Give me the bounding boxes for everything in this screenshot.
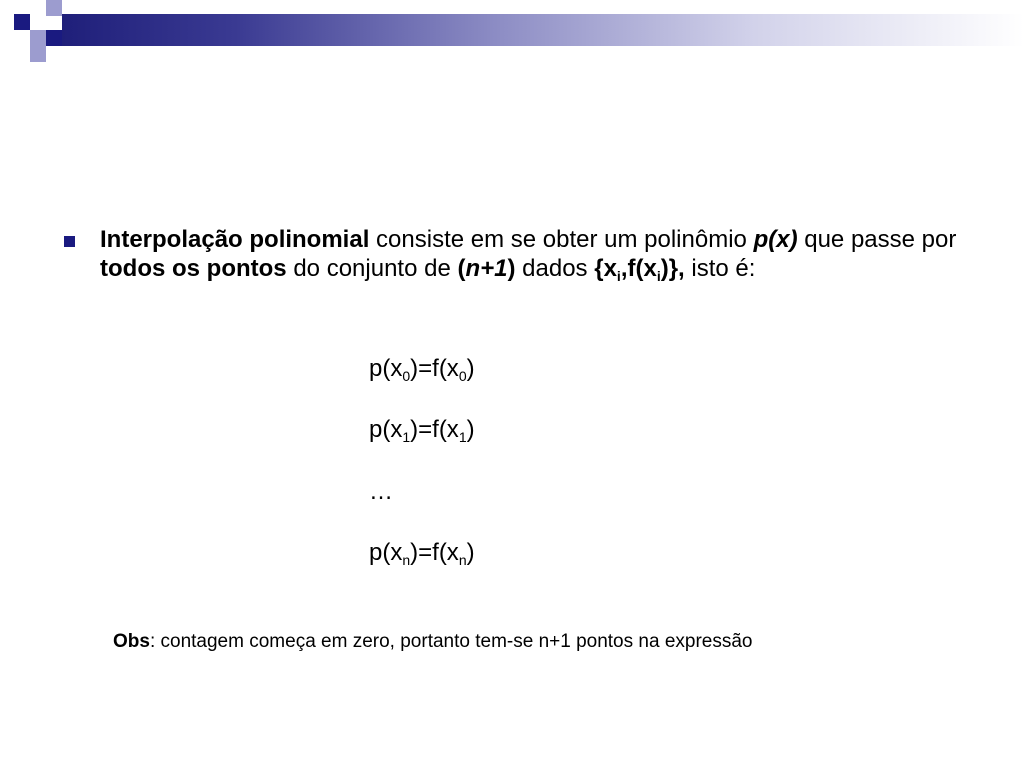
set-notation <box>594 255 684 282</box>
term-bold: Interpolação polinomial <box>100 226 370 253</box>
header-gradient-bar <box>62 14 1024 46</box>
deco-square <box>30 30 46 46</box>
subscript: i <box>656 268 661 284</box>
square-bullet-icon <box>64 236 75 247</box>
header-decoration <box>0 0 1024 62</box>
n-plus-1: n+1 <box>465 255 508 282</box>
todos-bold: todos os pontos <box>100 255 287 282</box>
deco-square <box>46 0 62 16</box>
set-part: {x <box>594 255 617 282</box>
equation-n: $p(x_n)=f(x_n)$ <box>369 539 475 568</box>
text-span: isto é: <box>684 255 756 282</box>
observation-note <box>113 630 752 654</box>
text-span: do conjunto de <box>286 255 458 282</box>
equation-0: $p(x_0)=f(x_0)$ <box>369 355 475 384</box>
text-span: consiste em se obter um polinômio <box>369 226 754 253</box>
equation-ellipsis: … <box>369 478 393 505</box>
paren: ( <box>457 255 466 282</box>
obs-label: Obs <box>113 631 150 652</box>
set-part: )}, <box>660 255 685 282</box>
px-bold-italic: p(x) <box>753 226 798 253</box>
set-part: ,f(x <box>620 255 657 282</box>
text-span: que passe por <box>797 226 957 253</box>
deco-square <box>30 46 46 62</box>
bullet-text <box>100 225 960 283</box>
subscript: i <box>616 268 621 284</box>
deco-square <box>14 14 30 30</box>
paren: ) <box>507 255 516 282</box>
obs-text: : contagem começa em zero, portanto tem-se n+1 pontos na expressão <box>149 631 753 652</box>
deco-square <box>46 30 62 46</box>
equation-1: $p(x_1)=f(x_1)$ <box>369 416 475 445</box>
text-span: dados <box>515 255 595 282</box>
